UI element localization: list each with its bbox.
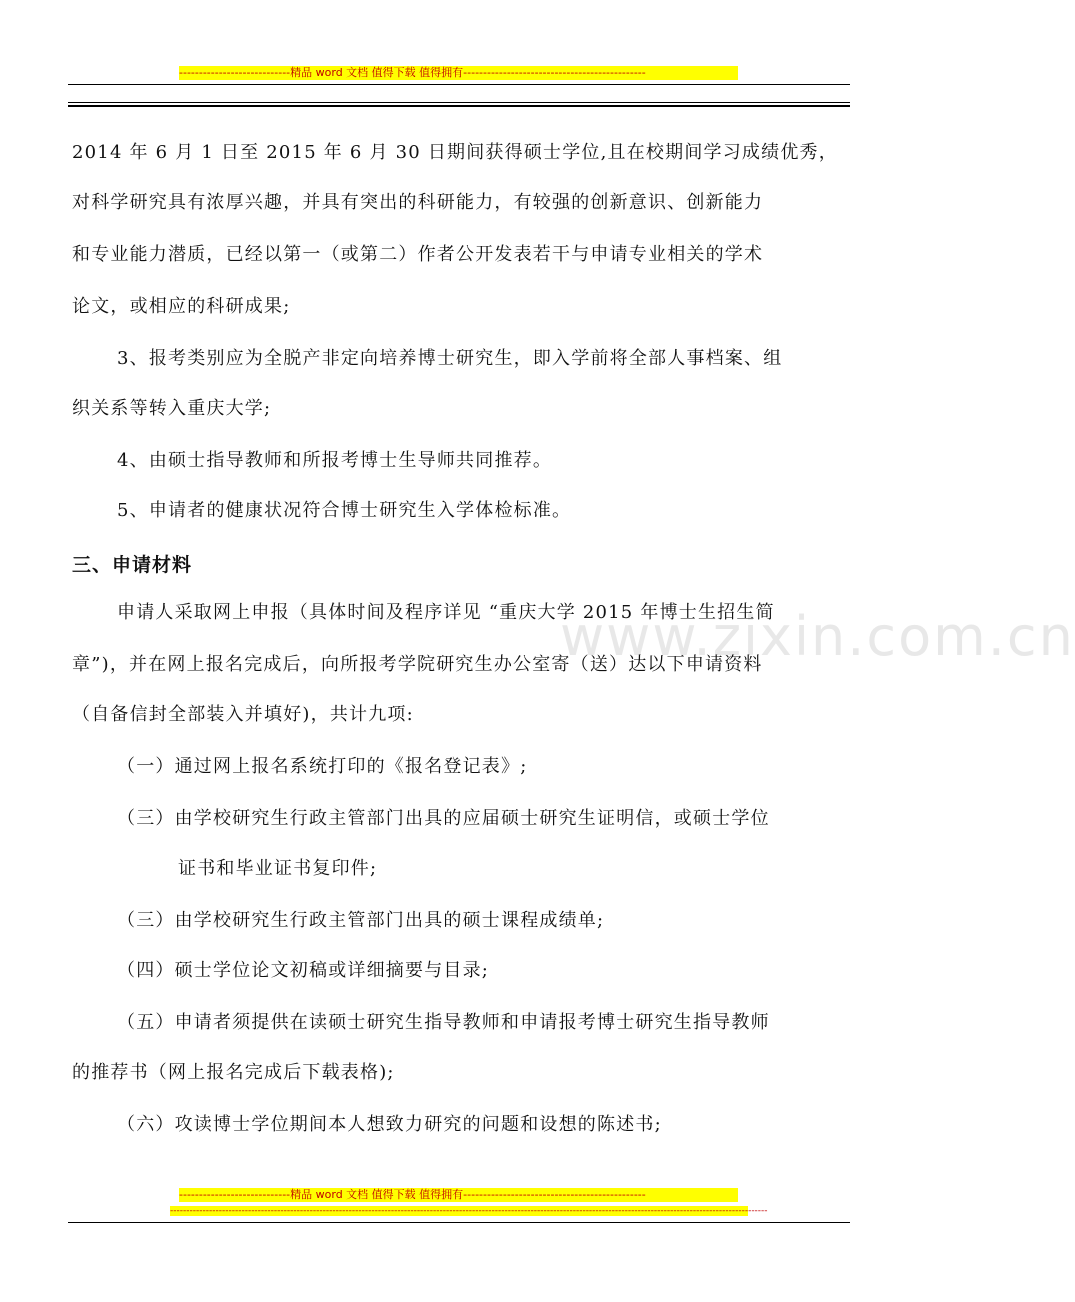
- watermark: www.zixin.com.cn: [560, 605, 1075, 668]
- list-item: （五）申请者须提供在读硕士研究生指导教师和申请报考博士研究生指导教师: [117, 1012, 770, 1033]
- header-double-rule-bottom: [68, 105, 850, 107]
- body-line: 织关系等转入重庆大学;: [72, 398, 272, 419]
- list-item: （六）攻读博士学位期间本人想致力研究的问题和设想的陈述书;: [117, 1114, 662, 1135]
- body-line: 2014 年 6 月 1 日至 2015 年 6 月 30 日期间获得硕士学位,且在校期间学习成绩优秀，: [72, 142, 838, 163]
- header-rule: [68, 84, 850, 85]
- list-item: （三）由学校研究生行政主管部门出具的应届硕士研究生证明信，或硕士学位: [117, 808, 770, 829]
- body-line: 和专业能力潜质，已经以第一（或第二）作者公开发表若干与申请专业相关的学术: [72, 244, 764, 265]
- body-line: 4、由硕士指导教师和所报考博士生导师共同推荐。: [117, 450, 553, 471]
- list-item: （四）硕士学位论文初稿或详细摘要与目录;: [117, 960, 490, 981]
- footer-dashes: ----------------------------------------------------------------------------------------------------------------------------------------------------------------------------------------: [170, 1206, 768, 1216]
- list-item: 证书和毕业证书复印件;: [178, 858, 378, 879]
- list-item: 的推荐书（网上报名完成后下载表格);: [72, 1062, 395, 1083]
- section-heading: 三、申请材料: [72, 554, 193, 576]
- list-item: （三）由学校研究生行政主管部门出具的硕士课程成绩单;: [117, 910, 605, 931]
- body-line: 5、申请者的健康状况符合博士研究生入学体检标准。: [117, 500, 572, 521]
- intro-line: 章”)，并在网上报名完成后，向所报考学院研究生办公室寄（送）达以下申请资料: [72, 654, 763, 675]
- intro-line: （自备信封全部装入并填好)，共计九项:: [72, 704, 414, 725]
- intro-line: 申请人采取网上申报（具体时间及程序详见 “重庆大学 2015 年博士生招生简: [117, 602, 775, 623]
- list-item: （一）通过网上报名系统打印的《报名登记表》;: [117, 756, 528, 777]
- footer-banner: ----------------------------精品 word 文档 值得下载 值得拥有----------------------------------------------: [179, 1188, 738, 1202]
- footer-rule: [68, 1222, 850, 1223]
- header-double-rule-top: [68, 102, 850, 103]
- header-banner: ----------------------------精品 word 文档 值得下载 值得拥有----------------------------------------------: [179, 66, 738, 80]
- body-line: 论文，或相应的科研成果;: [72, 296, 291, 317]
- body-line: 3、报考类别应为全脱产非定向培养博士研究生，即入学前将全部人事档案、组: [117, 348, 783, 369]
- body-line: 对科学研究具有浓厚兴趣，并具有突出的科研能力，有较强的创新意识、创新能力: [72, 192, 764, 213]
